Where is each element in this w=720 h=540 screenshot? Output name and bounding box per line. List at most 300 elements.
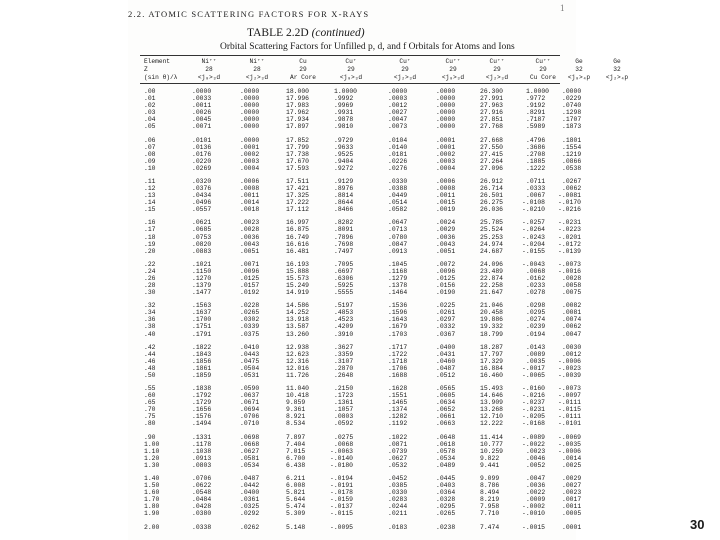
value-cell: .1465 xyxy=(388,399,408,407)
value-cell: .8466 xyxy=(334,206,354,214)
header-cell: Ge xyxy=(575,58,583,65)
value-cell: 17.897 xyxy=(286,123,310,131)
value-cell: .0265 xyxy=(240,309,260,317)
value-cell: 17.112 xyxy=(286,206,310,214)
sin-theta-cell: 1.90 xyxy=(144,510,160,518)
sin-theta-cell: .75 xyxy=(144,413,156,421)
value-cell: .0532 xyxy=(388,461,408,469)
value-cell: 1.0000 xyxy=(526,88,550,95)
value-cell: 20.458 xyxy=(480,309,504,317)
value-cell: 25.253 xyxy=(480,233,504,241)
value-cell: .0592 xyxy=(334,420,354,428)
value-cell: .1219 xyxy=(562,150,582,158)
header-cell: Ni⁺⁺ xyxy=(201,58,217,65)
value-cell: .7497 xyxy=(334,247,354,255)
value-cell: .0000 xyxy=(240,95,260,103)
value-cell: -.0101 xyxy=(558,420,582,428)
value-cell: .0082 xyxy=(562,302,582,310)
header-cell: <j₂>₃d xyxy=(393,74,417,81)
value-cell: .1688 xyxy=(388,371,408,379)
value-cell: 27.768 xyxy=(480,123,504,131)
value-cell: 27.851 xyxy=(480,116,504,124)
table-subtitle: Orbital Scattering Factors for Unfilled p, d, and f Orbitals for Atoms and Ions xyxy=(220,42,515,52)
value-cell: -.0264 xyxy=(522,226,546,234)
value-cell: 6.700 xyxy=(286,454,306,462)
value-cell: .0006 xyxy=(240,177,260,185)
value-cell: 26.300 xyxy=(480,88,504,95)
value-cell: .0706 xyxy=(240,413,260,421)
value-cell: .0484 xyxy=(192,496,212,504)
value-cell: .0512 xyxy=(436,371,456,379)
value-cell: .1298 xyxy=(562,109,582,117)
value-cell: .0011 xyxy=(240,192,260,200)
value-cell: 27.550 xyxy=(480,143,504,151)
value-cell: .0295 xyxy=(436,503,456,511)
value-cell: .1679 xyxy=(388,323,408,331)
value-cell: .0380 xyxy=(192,510,212,518)
value-cell: .0504 xyxy=(240,364,260,372)
value-cell: .0125 xyxy=(240,274,260,282)
sin-theta-cell: .28 xyxy=(144,282,156,289)
header-cell: 29 xyxy=(539,66,547,73)
value-cell: -.0097 xyxy=(558,392,582,400)
value-cell: .1222 xyxy=(526,164,546,172)
value-cell: .0181 xyxy=(388,150,408,158)
page-number: 30 xyxy=(690,517,705,532)
value-cell: .0024 xyxy=(436,219,456,227)
sin-theta-cell: 1.30 xyxy=(144,461,160,469)
value-cell: .0534 xyxy=(436,454,456,462)
value-cell: -.0168 xyxy=(522,420,546,428)
value-cell: .0637 xyxy=(240,392,260,400)
value-cell: 7.015 xyxy=(286,447,306,455)
sin-theta-cell: .55 xyxy=(144,385,156,393)
value-cell: .6697 xyxy=(334,267,354,275)
header-cell: 29 xyxy=(449,66,457,73)
header-cell: Z xyxy=(144,66,148,73)
value-cell: .0004 xyxy=(240,164,260,172)
value-cell: -.0111 xyxy=(558,413,582,421)
header-cell: Cu⁺⁺ xyxy=(535,58,551,65)
value-cell: .0618 xyxy=(436,440,456,448)
value-cell: 5.474 xyxy=(286,503,306,511)
value-cell: .1464 xyxy=(388,289,408,297)
value-cell: .0047 xyxy=(562,330,582,338)
value-cell: .0534 xyxy=(240,461,260,469)
sin-theta-cell: .34 xyxy=(144,309,156,317)
value-cell: .1270 xyxy=(192,274,212,282)
header-cell: <j₂>₄p xyxy=(605,74,629,81)
value-cell: .1637 xyxy=(192,309,212,317)
value-cell: .1536 xyxy=(388,302,408,310)
sin-theta-cell: .20 xyxy=(144,247,156,255)
header-cell: 32 xyxy=(575,66,583,73)
value-cell: 15.249 xyxy=(286,282,310,289)
value-cell: .1554 xyxy=(562,143,582,151)
value-cell: 27.991 xyxy=(480,95,504,103)
value-cell: .0671 xyxy=(240,399,260,407)
value-cell: -.0108 xyxy=(522,199,546,207)
value-cell: 14.586 xyxy=(286,302,310,310)
value-cell: .0913 xyxy=(192,454,212,462)
value-cell: 16.481 xyxy=(286,247,310,255)
value-cell: 12.938 xyxy=(286,343,310,351)
value-cell: .0068 xyxy=(526,267,546,275)
value-cell: 9.859 xyxy=(286,399,306,407)
value-cell: .2648 xyxy=(334,371,354,379)
sin-theta-cell: .03 xyxy=(144,109,156,117)
value-cell: .1700 xyxy=(192,316,212,324)
value-cell: .0283 xyxy=(388,496,408,504)
sin-theta-cell: .05 xyxy=(144,123,156,131)
value-cell: 17.797 xyxy=(480,350,504,358)
value-cell: .1703 xyxy=(388,330,408,338)
sin-theta-cell: .60 xyxy=(144,392,156,400)
value-cell: -.0191 xyxy=(330,482,354,490)
value-cell: .0548 xyxy=(192,489,212,497)
value-cell: .3107 xyxy=(334,357,354,365)
value-cell: 14.646 xyxy=(480,392,504,400)
value-cell: .0000 xyxy=(436,123,456,131)
value-cell: .0333 xyxy=(526,185,546,192)
value-cell: .1045 xyxy=(388,260,408,268)
sin-theta-cell: 1.40 xyxy=(144,475,160,483)
value-cell: .0410 xyxy=(240,343,260,351)
value-cell: .0627 xyxy=(388,454,408,462)
value-cell: .0364 xyxy=(436,489,456,497)
sin-theta-cell: .13 xyxy=(144,192,156,200)
value-cell: .1374 xyxy=(388,406,408,414)
value-cell: 5.644 xyxy=(286,496,306,504)
value-cell: .1822 xyxy=(192,343,212,351)
table-title-continued: (continued) xyxy=(311,27,365,39)
value-cell: .0622 xyxy=(192,482,212,490)
header-cell: <j₀>₄p xyxy=(567,74,591,81)
value-cell: .0026 xyxy=(192,109,212,117)
value-cell: 15.573 xyxy=(286,274,310,282)
value-cell: .0332 xyxy=(436,323,456,331)
sin-theta-cell: .18 xyxy=(144,233,156,241)
value-cell: 12.016 xyxy=(286,364,310,372)
value-cell: .0565 xyxy=(436,385,456,393)
value-cell: .5989 xyxy=(526,123,546,131)
value-cell: .0014 xyxy=(562,454,582,462)
value-cell: .0339 xyxy=(240,323,260,331)
value-cell: .0489 xyxy=(436,461,456,469)
value-cell: .0104 xyxy=(388,136,408,144)
value-cell: .0226 xyxy=(388,157,408,165)
value-cell: .9525 xyxy=(334,150,354,158)
value-cell: .1729 xyxy=(192,399,212,407)
value-cell: .0033 xyxy=(192,95,212,103)
value-cell: .0058 xyxy=(562,282,582,289)
value-cell: .9772 xyxy=(526,95,546,103)
value-cell: .1791 xyxy=(192,330,212,338)
value-cell: .0000 xyxy=(436,116,456,124)
value-cell: .0578 xyxy=(436,447,456,455)
value-cell: -.0159 xyxy=(330,496,354,504)
value-cell: .0648 xyxy=(436,433,456,441)
value-cell: .0023 xyxy=(240,219,260,227)
value-cell: 7.404 xyxy=(286,440,306,448)
value-cell: 27.096 xyxy=(480,164,504,172)
value-cell: .0694 xyxy=(240,406,260,414)
value-cell: .1022 xyxy=(388,433,408,441)
value-cell: .0460 xyxy=(436,357,456,365)
header-cell: Ar Core xyxy=(290,74,316,81)
value-cell: .0047 xyxy=(526,475,546,483)
value-cell: .0295 xyxy=(526,309,546,317)
value-cell: .0011 xyxy=(562,503,582,511)
value-cell: .0136 xyxy=(192,143,212,151)
value-cell: 5.309 xyxy=(286,510,306,518)
sin-theta-cell: .70 xyxy=(144,406,156,414)
value-cell: .0330 xyxy=(388,177,408,185)
value-cell: 13.268 xyxy=(480,406,504,414)
value-cell: .1885 xyxy=(526,157,546,165)
value-cell: .0531 xyxy=(240,371,260,379)
sin-theta-cell: 1.60 xyxy=(144,489,160,497)
value-cell: 25.524 xyxy=(480,226,504,234)
sin-theta-cell: 2.00 xyxy=(144,523,160,531)
value-cell: 17.738 xyxy=(286,150,310,158)
value-cell: 15.493 xyxy=(480,385,504,393)
value-cell: -.0210 xyxy=(522,206,546,214)
value-cell: .0866 xyxy=(562,157,582,165)
value-cell: -.0065 xyxy=(522,371,546,379)
value-cell: .1168 xyxy=(388,267,408,275)
header-top-rule xyxy=(140,55,560,56)
value-cell: -.0010 xyxy=(522,510,546,518)
header-cell: Cu⁺ xyxy=(399,58,411,65)
value-cell: .0443 xyxy=(240,350,260,358)
value-cell: .3686 xyxy=(526,143,546,151)
value-cell: 6.438 xyxy=(286,461,306,469)
value-cell: 13.587 xyxy=(286,323,310,331)
header-cell: (sin θ)/λ xyxy=(144,74,178,81)
value-cell: -.0073 xyxy=(558,385,582,393)
value-cell: .8814 xyxy=(334,192,354,200)
value-cell: .1792 xyxy=(192,392,212,400)
value-cell: .4796 xyxy=(526,136,546,144)
value-cell: .0096 xyxy=(240,267,260,275)
value-cell: .0803 xyxy=(192,461,212,469)
value-cell: .0706 xyxy=(192,475,212,483)
value-cell: .1576 xyxy=(192,413,212,421)
value-cell: .0000 xyxy=(240,136,260,144)
value-cell: .1722 xyxy=(388,350,408,358)
value-cell: 17.670 xyxy=(286,157,310,165)
value-cell: .0385 xyxy=(388,482,408,490)
value-cell: .0089 xyxy=(526,350,546,358)
sin-theta-cell: .42 xyxy=(144,343,156,351)
value-cell: .0487 xyxy=(240,475,260,483)
value-cell: -.0216 xyxy=(558,206,582,214)
value-cell: .5925 xyxy=(334,282,354,289)
sin-theta-cell: .36 xyxy=(144,316,156,324)
value-cell: .0073 xyxy=(388,123,408,131)
value-cell: .9192 xyxy=(526,102,546,110)
value-cell: -.0180 xyxy=(330,461,354,469)
value-cell: .0027 xyxy=(388,109,408,117)
value-cell: .0557 xyxy=(192,206,212,214)
value-cell: .1361 xyxy=(334,399,354,407)
header-cell: Element xyxy=(144,58,170,65)
value-cell: .0000 xyxy=(240,102,260,110)
value-cell: .1378 xyxy=(388,282,408,289)
value-cell: .0228 xyxy=(240,302,260,310)
sin-theta-cell: .50 xyxy=(144,371,156,379)
value-cell: 24.687 xyxy=(480,247,504,255)
table-title-label: TABLE 2.2D xyxy=(247,27,309,39)
value-cell: 22.258 xyxy=(480,282,504,289)
value-cell: 27.668 xyxy=(480,136,504,144)
value-cell: .9633 xyxy=(334,143,354,151)
value-cell: -.0063 xyxy=(330,447,354,455)
value-cell: .1859 xyxy=(192,371,212,379)
value-cell: .0328 xyxy=(436,496,456,504)
value-cell: .1379 xyxy=(192,282,212,289)
value-cell: .1551 xyxy=(388,392,408,400)
value-cell: .0006 xyxy=(436,177,456,185)
header-cell: 29 xyxy=(299,66,307,73)
value-cell: .0375 xyxy=(240,330,260,338)
value-cell: .0036 xyxy=(240,233,260,241)
value-cell: 21.647 xyxy=(480,289,504,297)
value-cell: .4209 xyxy=(334,323,354,331)
value-cell: .0062 xyxy=(562,323,582,331)
header-cell: 29 xyxy=(493,66,501,73)
value-cell: 9.099 xyxy=(480,475,500,483)
value-cell: .1596 xyxy=(388,309,408,317)
value-cell: .0581 xyxy=(240,454,260,462)
value-cell: .0278 xyxy=(526,289,546,297)
value-cell: .0001 xyxy=(240,143,260,151)
value-cell: .0062 xyxy=(562,185,582,192)
value-cell: 17.325 xyxy=(286,192,310,200)
value-cell: .8091 xyxy=(334,226,354,234)
value-cell: 12.710 xyxy=(480,413,504,421)
header-cell: <j₀>₃d xyxy=(339,74,363,81)
value-cell: .0297 xyxy=(436,316,456,324)
value-cell: .3910 xyxy=(334,330,354,338)
value-cell: .0475 xyxy=(240,357,260,365)
value-cell: .3627 xyxy=(334,343,354,351)
value-cell: .0002 xyxy=(240,150,260,158)
value-cell: 13.260 xyxy=(286,330,310,338)
value-cell: 26.912 xyxy=(480,177,504,185)
sin-theta-cell: .46 xyxy=(144,357,156,365)
value-cell: .0000 xyxy=(436,88,456,95)
value-cell: .0043 xyxy=(436,240,456,248)
value-cell: .0000 xyxy=(436,95,456,103)
value-cell: .0753 xyxy=(192,233,212,241)
value-cell: .0096 xyxy=(436,267,456,275)
value-cell: .0233 xyxy=(526,282,546,289)
value-cell: -.0216 xyxy=(522,392,546,400)
value-cell: 27.963 xyxy=(480,102,504,110)
value-cell: .0262 xyxy=(240,523,260,531)
value-cell: -.0022 xyxy=(522,440,546,448)
sin-theta-cell: .17 xyxy=(144,226,156,234)
header-cell: Cu⁺⁺ xyxy=(445,58,461,65)
value-cell: 10.259 xyxy=(480,447,504,455)
value-cell: 8.494 xyxy=(480,489,500,497)
value-cell: .8644 xyxy=(334,199,354,207)
value-cell: 19.886 xyxy=(480,316,504,324)
value-cell: .0661 xyxy=(436,413,456,421)
value-cell: .0011 xyxy=(192,102,212,110)
header-cell: <j₂>₃d xyxy=(245,74,269,81)
value-cell: .0192 xyxy=(240,289,260,297)
value-cell: .0014 xyxy=(240,199,260,207)
value-cell: .1628 xyxy=(388,385,408,393)
value-cell: -.0043 xyxy=(522,260,546,268)
value-cell: .1477 xyxy=(192,289,212,297)
value-cell: .0292 xyxy=(240,510,260,518)
value-cell: .9931 xyxy=(334,109,354,117)
value-cell: -.0095 xyxy=(330,523,354,531)
value-cell: .0036 xyxy=(526,482,546,490)
value-cell: .0211 xyxy=(388,510,408,518)
value-cell: 26.714 xyxy=(480,185,504,192)
value-cell: -.0073 xyxy=(558,260,582,268)
value-cell: .0621 xyxy=(192,219,212,227)
value-cell: .0018 xyxy=(240,206,260,214)
value-cell: 12.222 xyxy=(480,420,504,428)
sin-theta-cell: .01 xyxy=(144,95,156,103)
sin-theta-cell: .22 xyxy=(144,260,156,268)
value-cell: .0590 xyxy=(240,385,260,393)
value-cell: -.0155 xyxy=(522,247,546,255)
value-cell: .5555 xyxy=(334,289,354,297)
value-cell: .0403 xyxy=(436,482,456,490)
value-cell: .0101 xyxy=(192,136,212,144)
value-cell: 6.211 xyxy=(286,475,306,483)
value-cell: .0449 xyxy=(388,192,408,200)
value-cell: .0538 xyxy=(562,164,582,172)
value-cell: .0029 xyxy=(436,226,456,234)
value-cell: .1038 xyxy=(192,447,212,455)
value-cell: .1706 xyxy=(388,364,408,372)
value-cell: .1717 xyxy=(388,343,408,351)
sin-theta-cell: .07 xyxy=(144,143,156,151)
value-cell: .0713 xyxy=(388,226,408,234)
value-cell: 24.974 xyxy=(480,240,504,248)
value-cell: .0668 xyxy=(240,440,260,448)
value-cell: .0071 xyxy=(240,260,260,268)
value-cell: .0051 xyxy=(240,247,260,255)
value-cell: .0194 xyxy=(526,330,546,338)
header-cell: Cu Core xyxy=(530,74,556,81)
value-cell: .9810 xyxy=(334,123,354,131)
value-cell: .0068 xyxy=(334,440,354,448)
sin-theta-cell: .30 xyxy=(144,289,156,297)
value-cell: 12.623 xyxy=(286,350,310,358)
value-cell: .1331 xyxy=(192,433,212,441)
page-corner-mark: 1 xyxy=(560,3,565,13)
value-cell: 17.511 xyxy=(286,177,310,185)
value-cell: 16.997 xyxy=(286,219,310,227)
value-cell: .7896 xyxy=(334,233,354,241)
value-cell: -.0023 xyxy=(558,364,582,372)
value-cell: 8.534 xyxy=(286,420,306,428)
value-cell: .0261 xyxy=(436,309,456,317)
value-cell: .0003 xyxy=(436,157,456,165)
value-cell: .0157 xyxy=(240,282,260,289)
value-cell: 1.0000 xyxy=(334,88,358,95)
value-cell: -.0069 xyxy=(558,433,582,441)
